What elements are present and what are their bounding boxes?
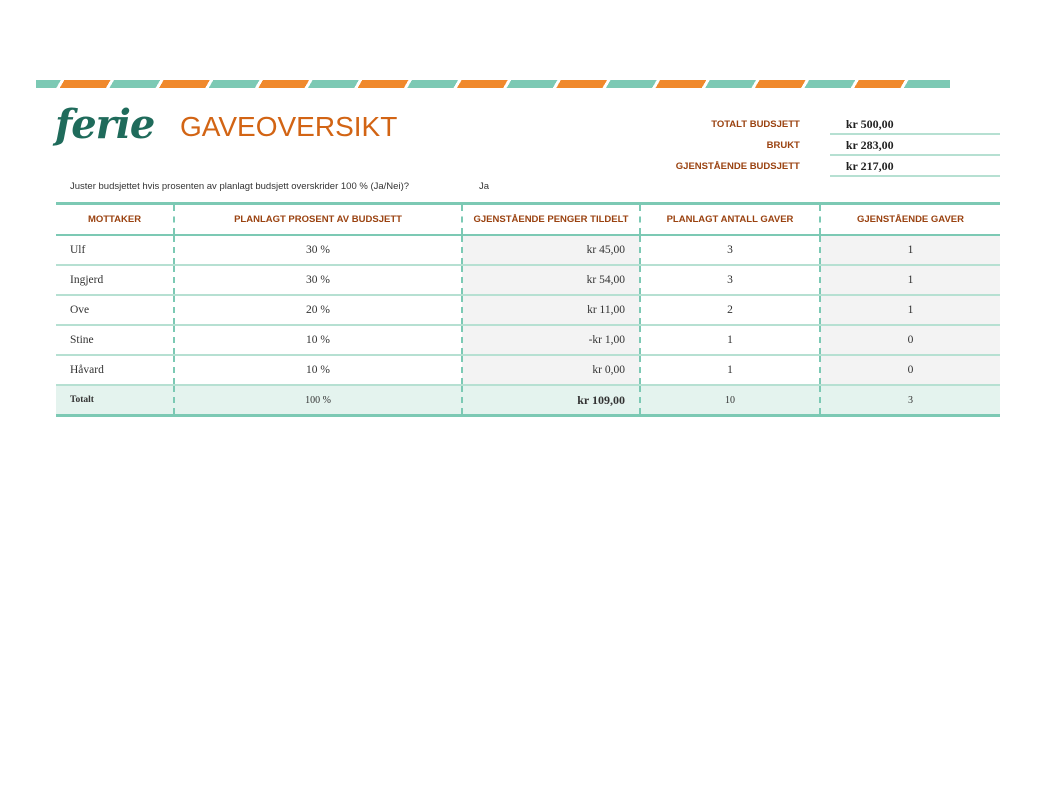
table-row: [56, 235, 1000, 265]
remaining-money-cell[interactable]: -kr 1,00: [462, 325, 640, 355]
remaining-money-cell[interactable]: kr 54,00: [462, 265, 640, 295]
planned-gifts-cell[interactable]: 1: [640, 355, 820, 385]
spent-value[interactable]: kr 283,00: [830, 137, 1000, 156]
remaining-money-cell[interactable]: kr 11,00: [462, 295, 640, 325]
total-percent-cell[interactable]: 100 %: [174, 385, 462, 416]
col-header-planned-gifts[interactable]: PLANLAGT ANTALL GAVER: [640, 204, 820, 236]
page-title: GAVEOVERSIKT: [180, 111, 398, 142]
budget-summary: [640, 114, 1000, 177]
col-header-planned-percent[interactable]: PLANLAGT PROSENT AV BUDSJETT: [174, 204, 462, 236]
col-header-recipient[interactable]: MOTTAKER: [56, 204, 174, 236]
planned-gifts-cell[interactable]: 1: [640, 325, 820, 355]
gift-table: [56, 202, 1000, 417]
total-budget-value[interactable]: kr 500,00: [830, 116, 1000, 135]
remaining-money-cell[interactable]: kr 45,00: [462, 235, 640, 265]
recipient-cell[interactable]: Håvard: [56, 355, 174, 385]
adjust-budget-answer[interactable]: Ja: [479, 181, 490, 192]
planned-percent-cell[interactable]: 30 %: [174, 265, 462, 295]
planned-percent-cell[interactable]: 10 %: [174, 355, 462, 385]
remaining-budget-label: GJENSTÅENDE BUDSJETT: [675, 161, 800, 172]
planned-percent-cell[interactable]: 30 %: [174, 235, 462, 265]
planned-gifts-cell[interactable]: 3: [640, 265, 820, 295]
table-row: [56, 355, 1000, 385]
total-label-cell[interactable]: Totalt: [56, 385, 174, 416]
total-remaining-gifts-cell[interactable]: 3: [820, 385, 1000, 416]
summary-row-total-budget: [640, 114, 1000, 135]
remaining-money-cell[interactable]: kr 0,00: [462, 355, 640, 385]
planned-percent-cell[interactable]: 20 %: [174, 295, 462, 325]
planned-percent-cell[interactable]: 10 %: [174, 325, 462, 355]
summary-row-remaining-budget: [640, 156, 1000, 177]
table-row: [56, 265, 1000, 295]
table-total-row: [56, 385, 1000, 416]
decorative-stripe-banner: [36, 80, 950, 88]
spent-label: BRUKT: [766, 140, 800, 151]
table-header-row: [56, 204, 1000, 236]
col-header-remaining-money[interactable]: GJENSTÅENDE PENGER TILDELT: [462, 204, 640, 236]
adjust-budget-question: Juster budsjettet hvis prosenten av planlagt budsjett overskrider 100 % (Ja/Nei)?: [70, 181, 410, 192]
table-row: [56, 295, 1000, 325]
total-budget-label: TOTALT BUDSJETT: [711, 119, 800, 130]
recipient-cell[interactable]: Ingjerd: [56, 265, 174, 295]
planned-gifts-cell[interactable]: 2: [640, 295, 820, 325]
remaining-gifts-cell[interactable]: 0: [820, 355, 1000, 385]
table-row: [56, 325, 1000, 355]
remaining-gifts-cell[interactable]: 1: [820, 295, 1000, 325]
total-planned-gifts-cell[interactable]: 10: [640, 385, 820, 416]
remaining-gifts-cell[interactable]: 1: [820, 235, 1000, 265]
recipient-cell[interactable]: Ove: [56, 295, 174, 325]
total-money-cell[interactable]: kr 109,00: [462, 385, 640, 416]
remaining-gifts-cell[interactable]: 0: [820, 325, 1000, 355]
planned-gifts-cell[interactable]: 3: [640, 235, 820, 265]
col-header-remaining-gifts[interactable]: GJENSTÅENDE GAVER: [820, 204, 1000, 236]
ferie-logo: ferie: [55, 101, 155, 148]
remaining-budget-value[interactable]: kr 217,00: [830, 158, 1000, 177]
remaining-gifts-cell[interactable]: 1: [820, 265, 1000, 295]
recipient-cell[interactable]: Ulf: [56, 235, 174, 265]
summary-row-spent: [640, 135, 1000, 156]
recipient-cell[interactable]: Stine: [56, 325, 174, 355]
